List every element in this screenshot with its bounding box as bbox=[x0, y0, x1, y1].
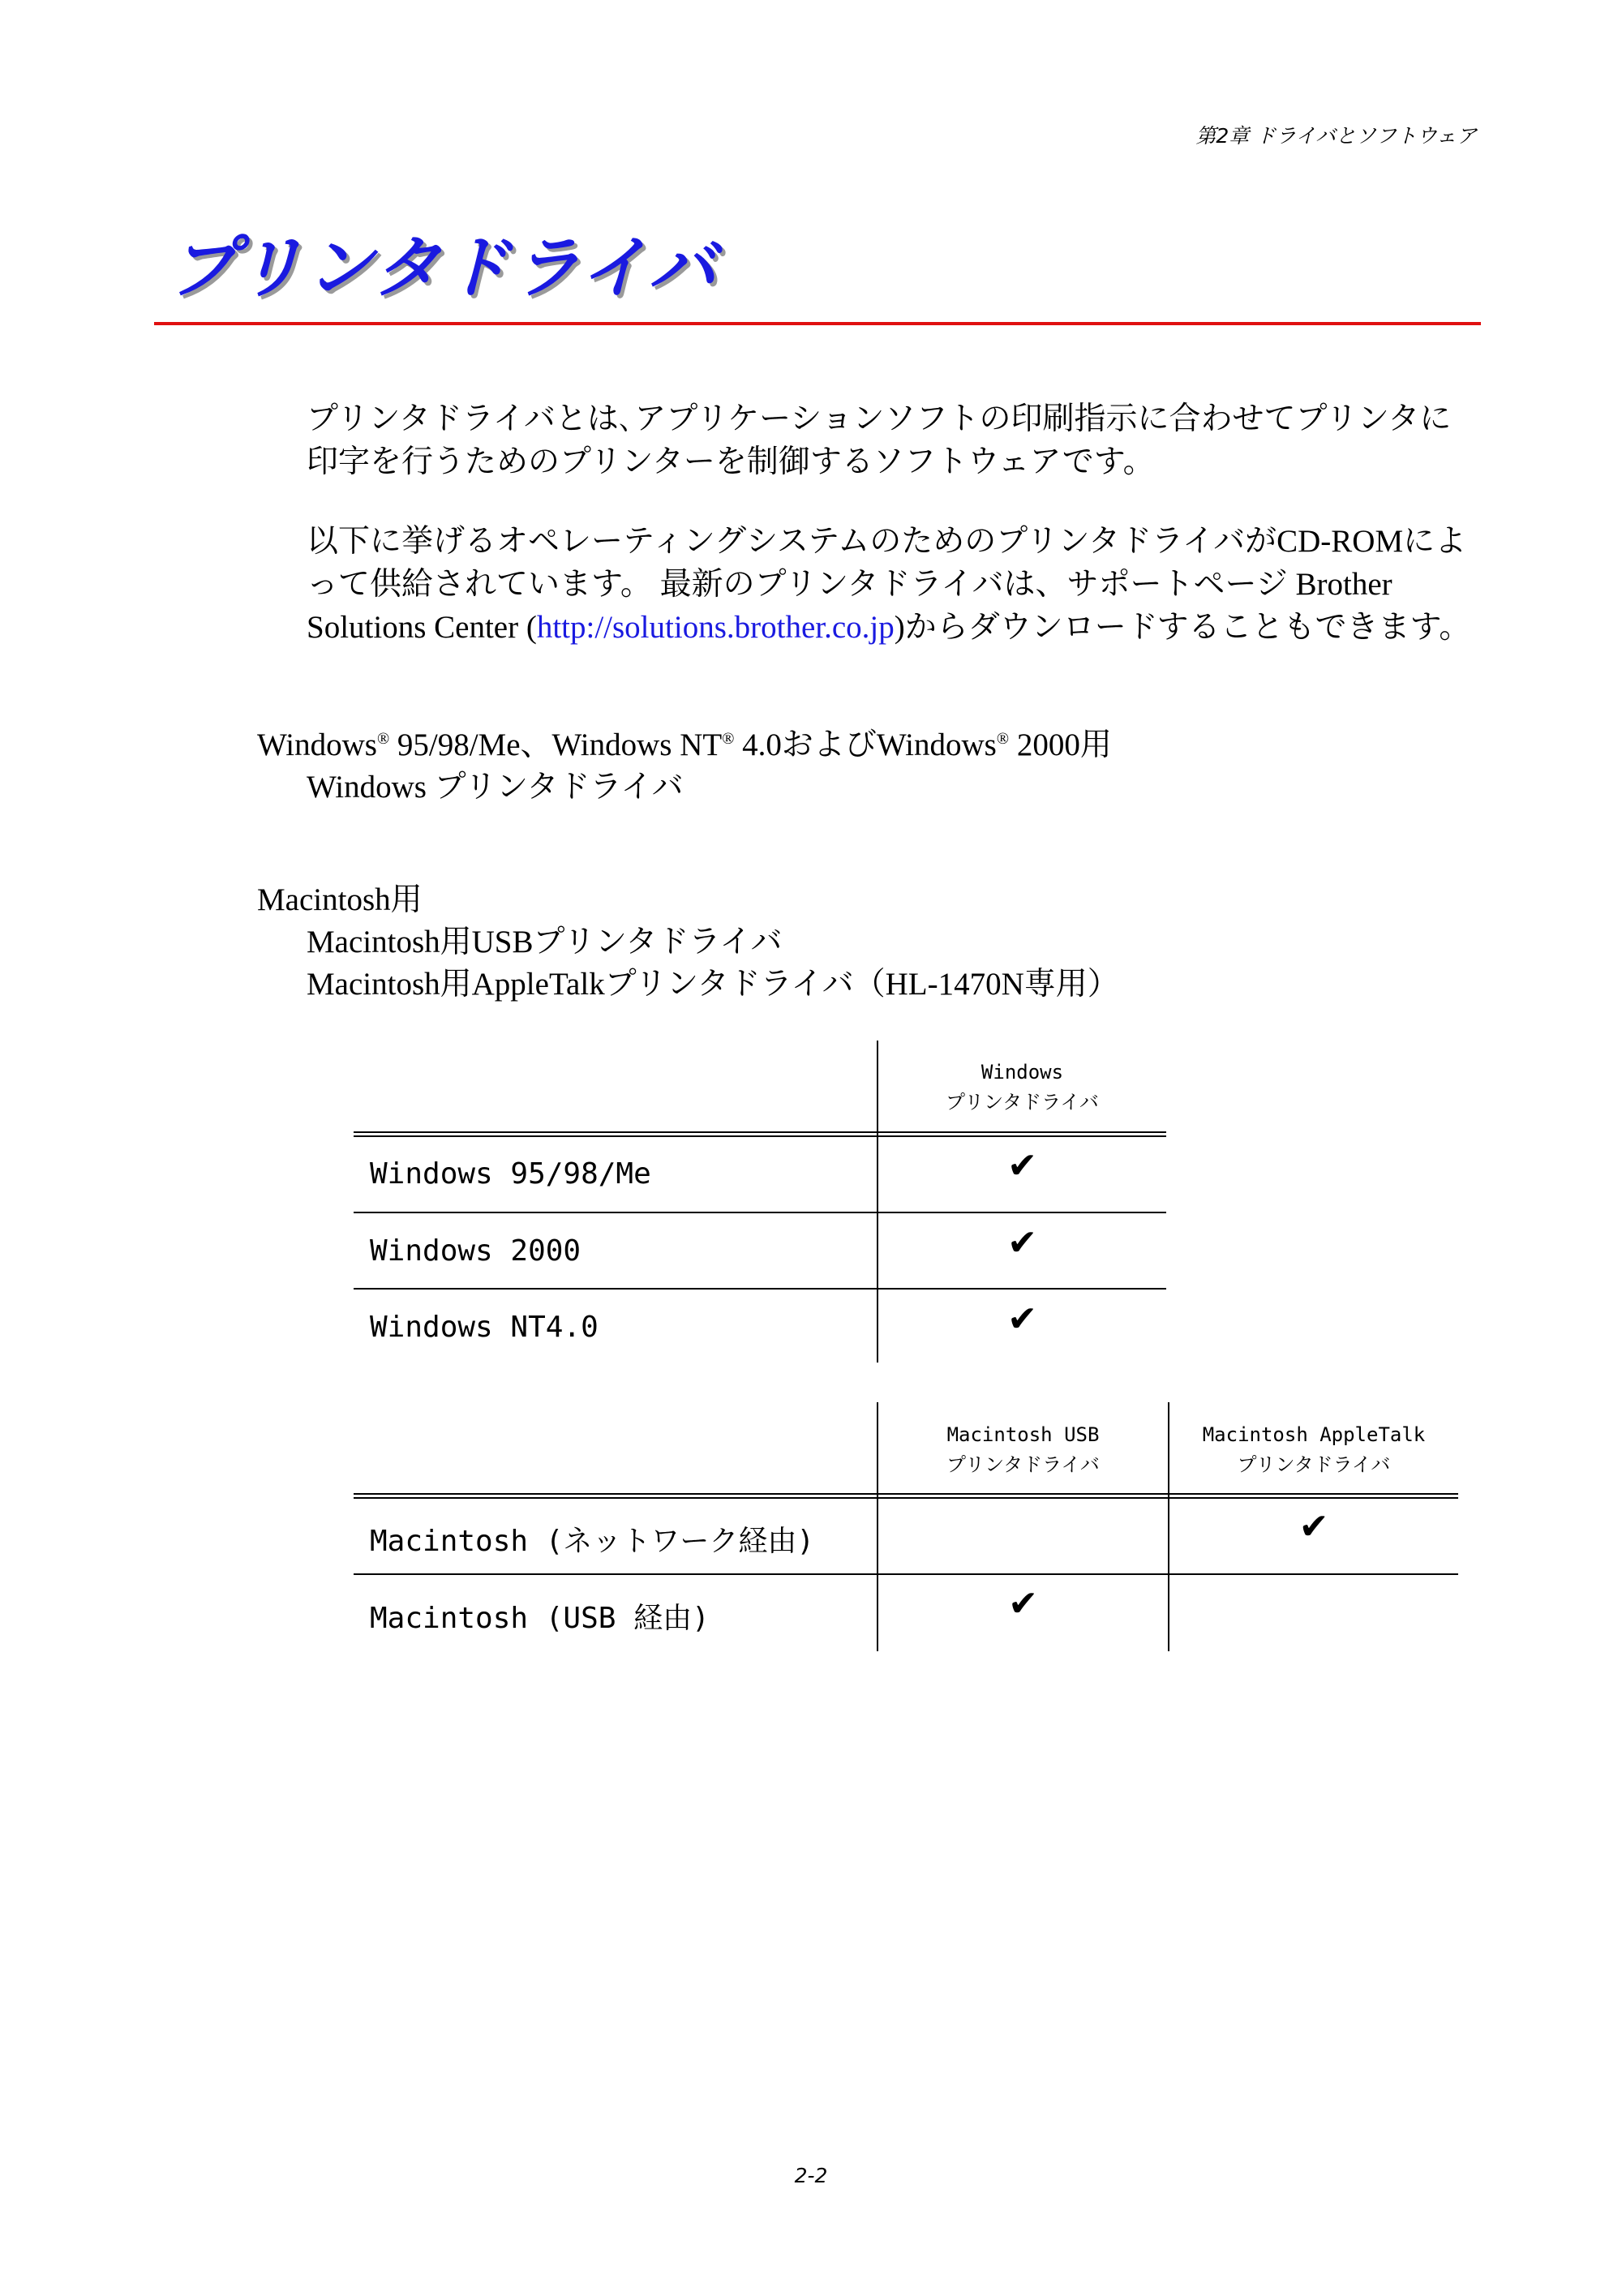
page-number: 2-2 bbox=[794, 2164, 828, 2187]
windows-os-text: Windows bbox=[257, 727, 377, 762]
windows-os-section bbox=[257, 724, 1112, 809]
mac-appletalk-column-header bbox=[1169, 1420, 1458, 1480]
intro-paragraph-1: プリンタドライバとは､アプリケーションソフトの印刷指示に合わせてプリンタに印字を行うためのプリンターを制御するソフトウェアです。 bbox=[307, 401, 1452, 479]
table-row-label: Windows NT4.0 bbox=[370, 1311, 599, 1344]
table-row-label: Windows 2000 bbox=[370, 1234, 581, 1268]
column-header-line: プリンタドライバ bbox=[1237, 1453, 1391, 1476]
windows-driver-item: Windows プリンタドライバ bbox=[307, 770, 684, 805]
mac-os-heading: Macintosh用 bbox=[257, 882, 423, 917]
column-header-line: プリンタドライバ bbox=[946, 1453, 1100, 1476]
mac-usb-column-header bbox=[878, 1420, 1168, 1480]
column-header-line: プリンタドライバ bbox=[946, 1091, 1099, 1114]
check-icon: ✔ bbox=[1007, 1222, 1037, 1264]
table-row-rule bbox=[354, 1288, 1166, 1290]
mac-appletalk-driver-item: Macintosh用AppleTalkプリンタドライバ（HL-1470N専用） bbox=[307, 967, 1119, 1002]
registered-mark: ® bbox=[722, 730, 735, 748]
column-header-line: Macintosh USB bbox=[946, 1423, 1100, 1446]
column-header-line: Macintosh AppleTalk bbox=[1202, 1423, 1426, 1446]
check-icon: ✔ bbox=[1007, 1145, 1037, 1187]
mac-os-section bbox=[257, 879, 1119, 1006]
registered-mark: ® bbox=[996, 730, 1010, 748]
windows-os-heading bbox=[257, 727, 1112, 762]
check-icon: ✔ bbox=[1008, 1583, 1038, 1624]
column-header-line: Windows bbox=[980, 1061, 1064, 1084]
intro-paragraph-2 bbox=[307, 520, 1483, 649]
intro-text-after-link: )からダウンロードすることもできます。 bbox=[894, 610, 1471, 645]
intro-text-before-link: 以下に挙げるオペレーティングシステムのためのプリンタドライバがCD-ROMによって供給されています。 最新のプリンタドライバは、サポートページ Brother Solutions Center ( bbox=[307, 524, 1467, 645]
table-row-label: Macintosh (USB 経由) bbox=[370, 1602, 710, 1635]
check-icon: ✔ bbox=[1007, 1298, 1037, 1340]
mac-usb-driver-item: Macintosh用USBプリンタドライバ bbox=[307, 925, 783, 959]
table-row-label: Windows 95/98/Me bbox=[370, 1157, 651, 1191]
table-row-rule bbox=[354, 1573, 1458, 1575]
title-rule bbox=[154, 322, 1481, 325]
table-row-label: Macintosh (ネットワーク経由) bbox=[370, 1525, 815, 1558]
windows-os-text: 4.0およびWindows bbox=[734, 727, 997, 762]
page-title: プリンタドライバ bbox=[169, 228, 719, 307]
chapter-header: 第2章 ドライバとソフトウェア bbox=[1195, 124, 1477, 148]
table-row-rule bbox=[354, 1212, 1166, 1213]
registered-mark: ® bbox=[376, 730, 390, 748]
support-link[interactable]: http://solutions.brother.co.jp bbox=[536, 610, 895, 645]
windows-os-text: 95/98/Me、Windows NT bbox=[389, 727, 723, 762]
check-icon: ✔ bbox=[1298, 1506, 1329, 1547]
table-header-rule bbox=[354, 1131, 1166, 1137]
windows-os-text: 2000用 bbox=[1009, 727, 1112, 762]
windows-driver-column-header bbox=[878, 1058, 1166, 1118]
table-header-rule bbox=[354, 1493, 1458, 1499]
